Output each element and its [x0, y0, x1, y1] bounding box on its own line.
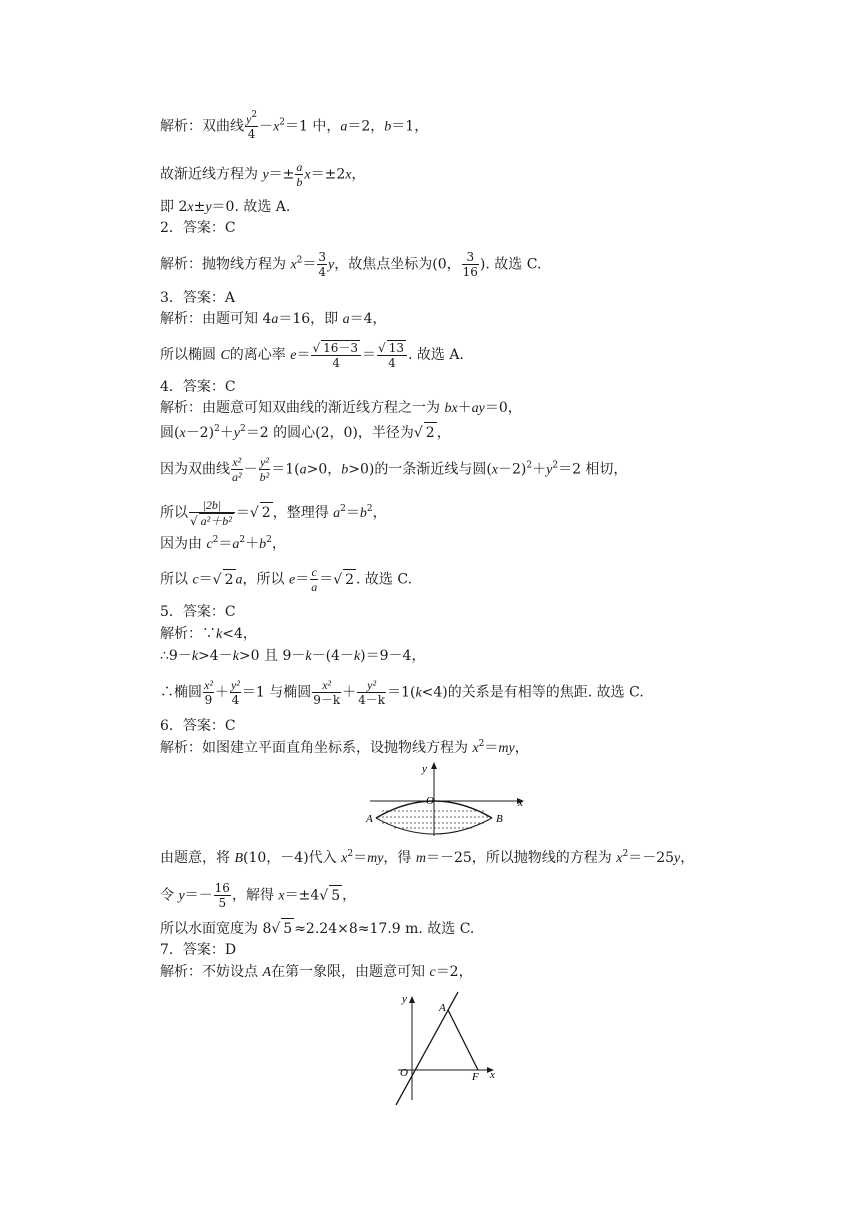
answer-3: 3．答案：A [160, 290, 236, 306]
fig1-origin-label: O [426, 795, 434, 807]
fig2-y-label: y [402, 993, 407, 1005]
analysis-line-11: 圆$(x-2)^2+y^2=2$ 的圆心(2，0)，半径为√ 2 ， [160, 422, 451, 444]
analysis-line-5: 解析：抛物线方程为 $x^2=$ $\frac{3}{4}$ y，故焦点坐标为(0， $\frac{3}{16}$ ). 故选 C. [160, 250, 542, 279]
analysis-line-17: 解析：∵k<4， [160, 626, 257, 642]
answer-4: 4．答案：C [160, 379, 236, 395]
fig2-f-label: F [472, 1071, 479, 1083]
parabola-figure [362, 760, 532, 838]
triangle-figure [390, 990, 510, 1108]
analysis-line-19: ∴椭圆 $\frac{\text{x²}}{9}$ ＋ $\frac{\text{y²}}{4}$ ＝1 与椭圆 $\frac{\text{x²}}{9-k}$ ＋ $\frac{\text{y²}}{4-k}$ ＝1(k<4)的关系是有相等的焦距. 故选 C. [160, 678, 644, 707]
analysis-line-8: 所以椭圆 C的离心率 e＝ √ $\frac{16-3}{4}$ ＝ √ $\frac{13}{4}$ . 故选 A. [160, 340, 464, 370]
answer-7: 7．答案：D [160, 942, 237, 958]
analysis-line-3: 即 2x±y＝0. 故选 A. [160, 199, 291, 215]
fig1-a-label: A [366, 813, 373, 825]
analysis-line-7: 解析：由题可知 4a＝16，即 a＝4， [160, 311, 387, 327]
fig2-a-label: A [439, 1002, 446, 1014]
analysis-line-15: 所以 c＝√ 2 a，所以 e＝ $\frac{c}{a}$ ＝√ 2 . 故选 C. [160, 565, 412, 594]
analysis-line-13: 所以 |2b| √ a²＋b² ＝√ 2 ，整理得 $a^2=b^2$， [160, 498, 387, 528]
answer-6: 6．答案：C [160, 718, 236, 734]
analysis-line-26: 解析：不妨设点 A在第一象限，由题意可知 c＝2， [160, 964, 473, 980]
analysis-line-12: 因为双曲线 $\frac{\text{x²}}{\text{a²}}$ － $\frac{\text{y²}}{\text{b²}}$ ＝1(a>0，b>0)的一条渐近线与圆$(x-2)^2+y^2=2$ 相切， [160, 455, 628, 484]
fig1-b-label: B [496, 813, 503, 825]
fig1-x-label: x [518, 797, 523, 809]
analysis-line-18: ∴9－k>4－k>0 且 9－k－(4－k)＝9－4， [160, 648, 426, 664]
analysis-line-22: 由题意，将 B(10，－4)代入 $x^2=my$，得 m＝－25，所以抛物线的方程为 $x^2=-25y$， [160, 849, 695, 866]
analysis-line-14: 因为由 $c^2=a^2+b^2$， [160, 535, 286, 552]
fig2-x-label: x [490, 1069, 495, 1081]
analysis-line-10: 解析：由题意可知双曲线的渐近线方程之一为 bx＋ay＝0， [160, 400, 522, 416]
analysis-line-21: 解析：如图建立平面直角坐标系，设抛物线方程为 $x^2=my$， [160, 739, 529, 756]
analysis-line-23: 令 y＝－ $\frac{16}{5}$ ，解得 x＝±4√ 5 ， [160, 881, 356, 910]
analysis-line-1: 解析：双曲线 $\frac{y^2}{4}$ $-x^2=1$ 中，a＝2，b＝1， [160, 110, 429, 141]
fig1-y-label: y [422, 763, 427, 775]
analysis-line-2: 故渐近线方程为 y＝± $\frac{a}{b}$ x＝±2x， [160, 160, 366, 189]
answer-5: 5．答案：C [160, 604, 236, 620]
answer-2: 2．答案：C [160, 220, 236, 236]
fig2-origin-label: O [400, 1067, 408, 1079]
analysis-line-24: 所以水面宽度为 8√ 5 ≈2.24×8≈17.9 m. 故选 C. [160, 918, 474, 939]
